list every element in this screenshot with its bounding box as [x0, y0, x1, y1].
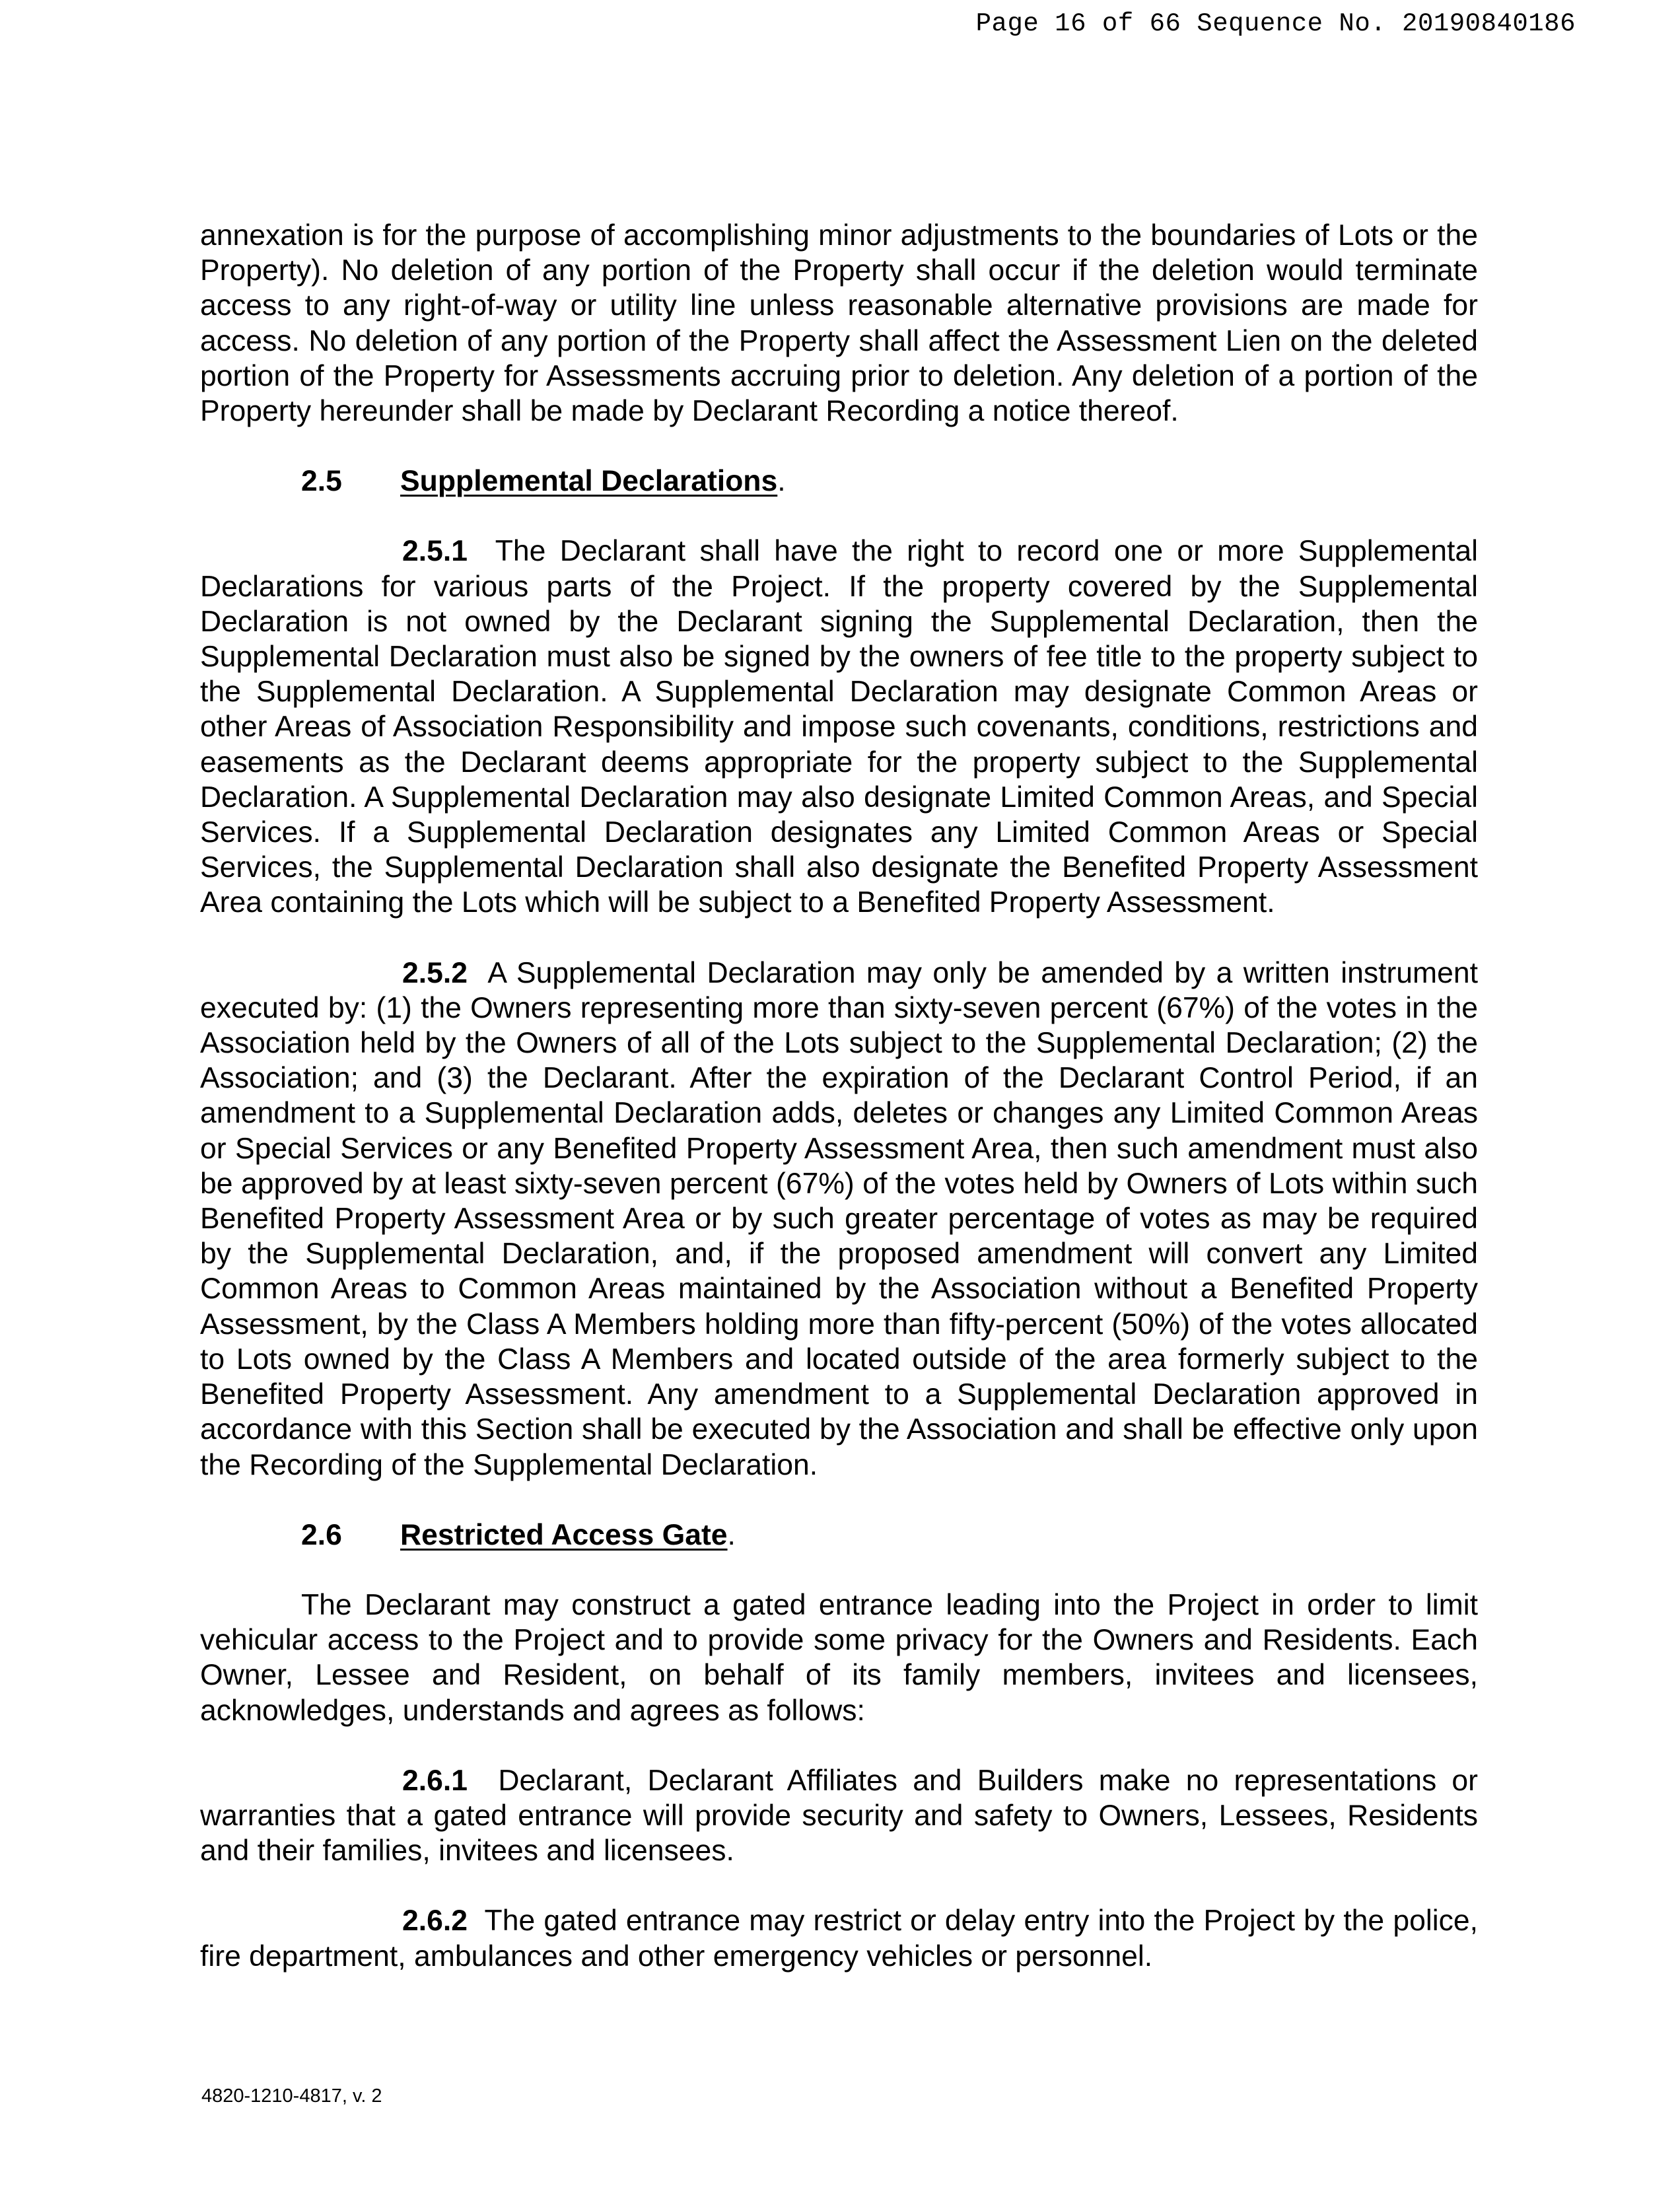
section-number: 2.6 — [301, 1518, 342, 1551]
subsection-number: 2.6.2 — [402, 1905, 468, 1938]
document-id-footer: 4820-1210-4817, v. 2 — [201, 2085, 382, 2107]
subsection-2-5-2 — [200, 956, 1478, 1483]
subsection-text: The Declarant shall have the right to record one or more Supplemental Declarations for various parts of the Project. If the property covered by the Supplemental Declaration is not owned by the Declarant signing the Supplemental Declaration, then the Supplemental Declaration must also be signed by the owners of fee title to the property subject to the Supplemental Declaration. A Supplemental Declaration may designate Common Areas or other Areas of Association Responsibility and impose such covenants, conditions, restrictions and easements as the Declarant deems appropriate for the property subject to the Supplemental Declaration. A Supplemental Declaration may also designate Limited Common Areas, and Special Services. If a Supplemental Declaration designates any Limited Common Areas or Special Services, the Supplemental Declaration shall also designate the Benefited Property Assessment Area containing the Lots which will be subject to a Benefited Property Assessment. — [200, 535, 1478, 919]
section-title: Restricted Access Gate — [400, 1518, 728, 1551]
page-sequence-stamp: Page 16 of 66 Sequence No. 20190840186 — [975, 9, 1576, 38]
intro-paragraph: annexation is for the purpose of accomplishing minor adjustments to the boundaries of Lots or the Property). No deletion of any portion of the Property shall occur if the deletion would terminate access to any right-of-way or utility line unless reasonable alternative provisions are made for access. No deletion of any portion of the Property shall affect the Assessment Lien on the deleted portion of the Property for Assessments accruing prior to deletion. Any deletion of a portion of the Property hereunder shall be made by Declarant Recording a notice thereof. — [200, 219, 1478, 428]
subsection-number: 2.5.1 — [402, 535, 468, 568]
section-2-6-heading — [200, 1518, 1478, 1553]
subsection-2-6-2 — [200, 1903, 1478, 1973]
section-number: 2.5 — [301, 465, 342, 498]
subsection-2-5-1 — [200, 534, 1478, 920]
subsection-number: 2.6.1 — [402, 1764, 468, 1797]
section-2-5-heading — [200, 464, 1478, 499]
section-2-6-intro: The Declarant may construct a gated entrance leading into the Project in order to limit vehicular access to the Project and to provide some privacy for the Owners and Residents. Each Owner, Lessee and Resident, on behalf of its family members, invitees and licensees, acknowledges, understands and agrees as follows: — [200, 1588, 1478, 1727]
subsection-2-6-1 — [200, 1763, 1478, 1869]
subsection-text: The gated entrance may restrict or delay entry into the Project by the police, fire department, ambulances and other emergency vehicles or personnel. — [200, 1905, 1478, 1973]
section-title: Supplemental Declarations — [400, 465, 778, 498]
subsection-text: Declarant, Declarant Affiliates and Builders make no representations or warranties that a gated entrance will provide security and safety to Owners, Lessees, Residents and their families, invitees and licensees. — [200, 1764, 1478, 1868]
section-title-period: . — [777, 465, 786, 498]
section-title-period: . — [727, 1518, 736, 1551]
subsection-number: 2.5.2 — [402, 956, 468, 989]
subsection-text: A Supplemental Declaration may only be amended by a written instrument executed by: (1) the Owners representing more than sixty-seven percent (67%) of the votes in the Association held by the Owners of all of the Lots subject to the Supplemental Declaration; (2) the Association; and (3) the Declarant. After the expiration of the Declarant Control Period, if an amendment to a Supplemental Declaration adds, deletes or changes any Limited Common Areas or Special Services or any Benefited Property Assessment Area, then such amendment must also be approved by at least sixty-seven percent (67%) of the votes held by Owners of Lots within such Benefited Property Assessment Area or by such greater percentage of votes as may be required by the Supplemental Declaration, and, if the proposed amendment will convert any Limited Common Areas to Common Areas maintained by the Association without a Benefited Property Assessment, by the Class A Members holding more than fifty-percent (50%) of the votes allocated to Lots owned by the Class A Members and located outside of the area formerly subject to the Benefited Property Assessment. Any amendment to a Supplemental Declaration approved in accordance with this Section shall be executed by the Association and shall be effective only upon the Recording of the Supplemental Declaration. — [200, 956, 1478, 1481]
document-body — [200, 218, 1478, 1974]
